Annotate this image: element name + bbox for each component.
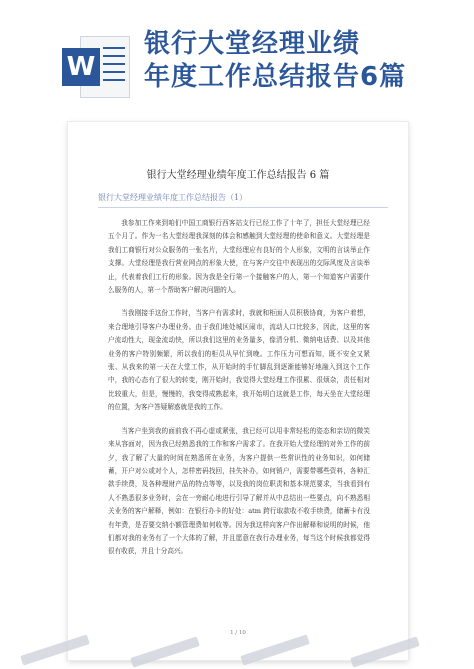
banner-title-line-2: 年度工作总结报告6篇 <box>144 62 407 92</box>
body-paragraph: 当客户坐到我的面前我不再心虚或紧张，我已经可以用非常轻松的姿态和亲切的微笑来从容面对，因为我已经熟悉我的工作和客户需求了。在我开始大堂经理的对外工作的前夕，我了解了大量的时间在熟悉所在业务，为客户提供一些常识性的业务知识，如何储蓄，开户对公或对个人，怎样密码找回，挂失补办，如何销户，需要带哪些资料，各种汇款手续费，及各种理财产品的特点等等，以及我的岗位职责和基本规范要求，当我看到有人不熟悉很多业务时，会在一旁耐心地进行引导了解并从中总结出一些要点，向不熟悉相关业务的客户解释，例如：在银行办卡的好处：atm 跨行取款收不收手续费，储蓄卡有没有年费，是否要交纳小额管理费如何收等。因为我这样向客户作出解释和说明的时候，他们都对我的业务有了一个大体的了解，并且愿意在我行办理业务，每当这个时候我都觉得很有收获，并且十分高兴。 <box>108 426 370 556</box>
word-document-icon <box>62 36 130 98</box>
page-number: 1 / 10 <box>230 630 246 636</box>
word-badge: W <box>62 48 100 86</box>
document-section-heading: 银行大堂经理业绩年度工作总结报告（1） <box>98 192 388 208</box>
banner-title-line-1: 银行大堂经理业绩 <box>144 29 361 59</box>
body-paragraph: 当我刚接手这份工作时，当客户有需求时，我就和柜面人员积极协商，为客户着想，来合理地引导客户办理业务。由于我们地处城区闹市，流动人口比较多，因此，这里的客户流动性大，现金流动快，所以我们这里的业务量多，像清分机、微纳电话费、以及其他业务的客户特别频繁，所以我们的柜员从早忙到晚。工作压力可想而知，既不安全又紧张、从我来的第一天在大堂工作，从开始时的手忙脚乱到逐渐能够好地融入到这个工作中，我的心态有了很大的转变，刚开始时，我觉得大堂经理工作很累、很烦杂，责任相对比较重大，但是，慢慢的，我变得成熟起来，我开始明白这就是工作，每天坐在大堂经理的位置，为客户答疑解惑就是我的工作。 <box>108 309 370 412</box>
document-page-preview <box>68 122 408 660</box>
body-paragraph: 我参加工作来到咱们中国工商银行西客站支行已经工作了十年了，担任大堂经理已经五个月了。作为一名大堂经理我深刻的体会和感触到大堂经理的使命和意义。大堂经理是我们工商银行对公众服务的一张名片，大堂经理应有良好的个人形象，文明的言谈举止作支撑。大堂经理是我行营业网点的形象大使，在与客户交往中表现出的交际风度及言谈举止，代表着我们工行的形象。因为我是全行第一个接触客户的人，第一个知道客户需要什么服务的人，第一个帮助客户解决问题的人。 <box>108 219 370 295</box>
header-banner <box>0 0 474 110</box>
watermark-pattern <box>0 617 474 669</box>
document-title: 银行大堂经理业绩年度工作总结报告 6 篇 <box>146 170 330 181</box>
document-body <box>108 217 370 569</box>
banner-title <box>144 28 464 94</box>
